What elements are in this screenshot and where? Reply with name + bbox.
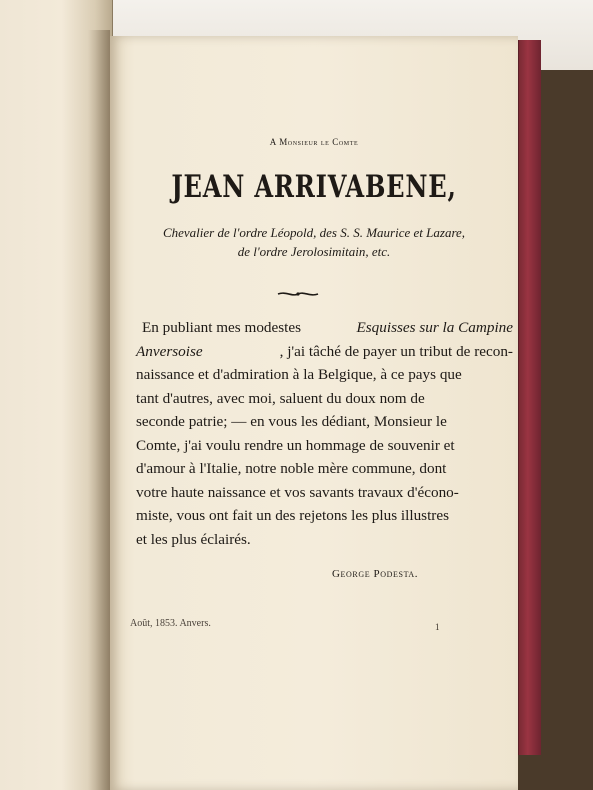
body-line: Anversoise , j'ai tâché de payer un tribut de recon- <box>136 340 513 364</box>
book-cover-edge <box>518 40 541 755</box>
body-line: Comte, j'ai voulu rendre un hommage de souvenir et <box>136 436 455 454</box>
title-line-2: de l'ordre Jerolosimitain, etc. <box>237 244 391 259</box>
body-line: d'amour à l'Italie, notre noble mère commune, dont <box>136 460 447 477</box>
book-title-italic: Esquisses sur la Campine <box>356 319 513 336</box>
body-line: seconde patrie; — en vous les dédiant, Monsieur le <box>136 413 447 430</box>
ornament-divider <box>276 290 320 298</box>
title-line-1: Chevalier de l'ordre Léopold, des S. S. Maurice et Lazare, <box>162 225 466 240</box>
body-line: et les plus éclairés. <box>136 530 251 548</box>
body-line: En publiant mes modestes Esquisses sur la Campine <box>136 316 513 340</box>
book-page <box>110 36 518 790</box>
dedicatee-titles <box>128 223 500 261</box>
signature-mark: 1 <box>435 622 440 632</box>
book-title-italic: Anversoise <box>136 342 203 360</box>
dedication-body <box>136 316 513 551</box>
body-line: tant d'autres, avec moi, saluent du doux nom de <box>136 389 425 407</box>
book-gutter <box>88 30 110 790</box>
dedicatee-name: JEAN ARRIVABENE, <box>171 169 457 205</box>
body-line: votre haute naissance et vos savants travaux d'écono- <box>136 483 459 501</box>
body-line: naissance et d'admiration à la Belgique, à ce pays que <box>136 366 462 383</box>
author-signature: George Podesta. <box>332 568 419 580</box>
footer-date: Août, 1853. Anvers. <box>130 618 211 629</box>
dedication-heading: A Monsieur le Comte <box>269 137 359 147</box>
body-line: miste, vous ont fait un des rejetons les plus illustres <box>136 507 449 524</box>
